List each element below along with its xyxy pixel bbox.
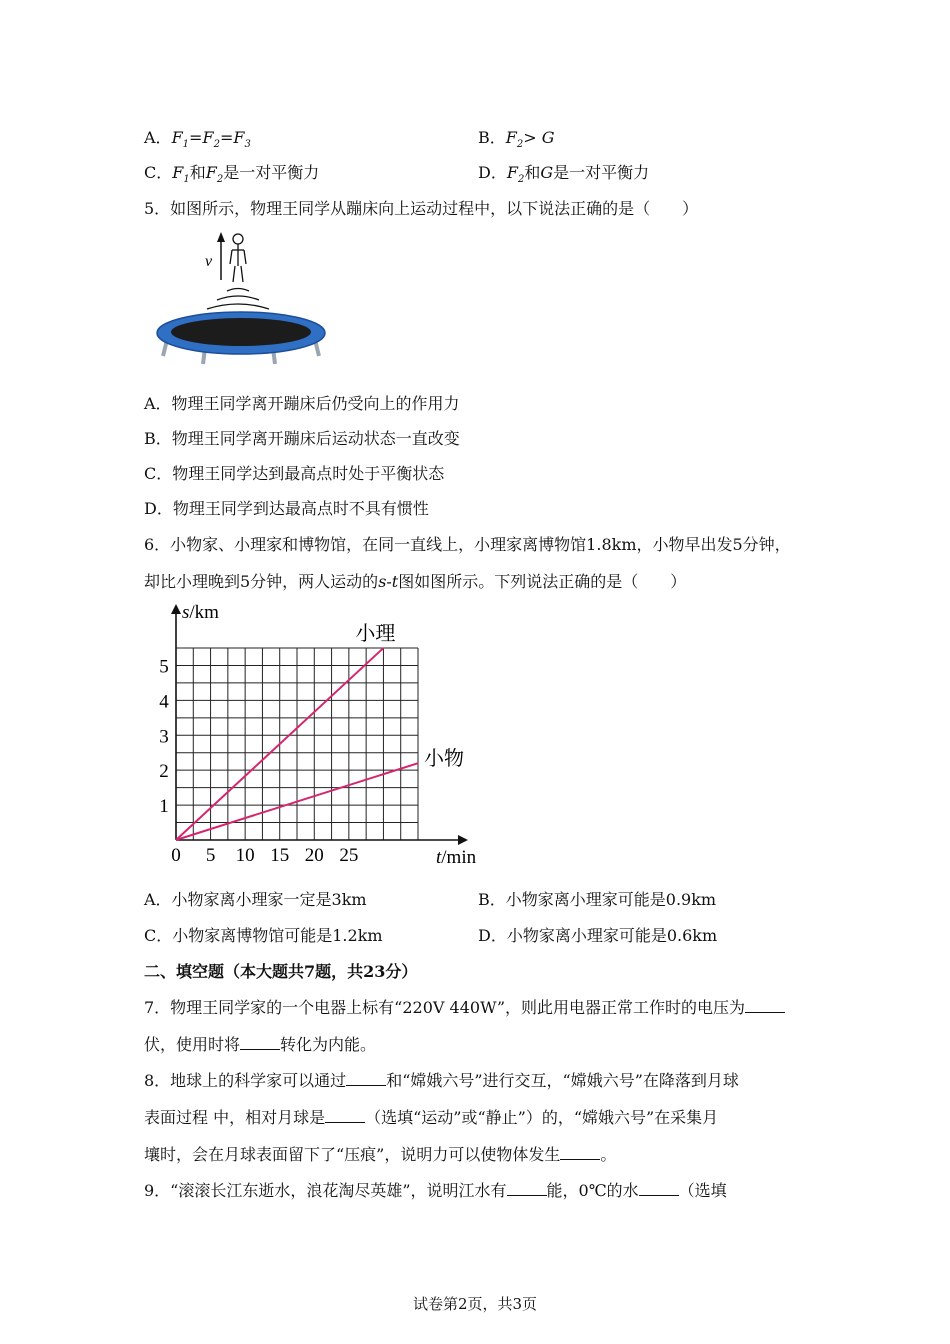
- x-axis-label: t/min: [436, 847, 477, 868]
- y-tick-label: 1: [159, 796, 169, 818]
- x-axis-arrow-icon: [458, 835, 468, 845]
- x-tick-label: 20: [304, 845, 324, 866]
- x-tick-label: 10: [235, 845, 255, 866]
- q4-option-b: B．$F_2> G$: [478, 128, 555, 151]
- trampoline-mat-icon: [171, 318, 311, 346]
- series-label: 小理: [355, 623, 396, 645]
- trampoline-figure: [155, 228, 330, 368]
- answer-blank[interactable]: [346, 1071, 386, 1086]
- y-tick-label: 4: [159, 691, 169, 713]
- y-axis-arrow-icon: [171, 604, 181, 614]
- answer-blank[interactable]: [639, 1181, 679, 1196]
- x-tick-label: 0: [171, 845, 181, 866]
- q8-line1: 8．地球上的科学家可以通过 和“嫦娥六号”进行交互，“嫦娥六号”在降落到月球: [144, 1071, 739, 1090]
- person-icon: [230, 234, 246, 282]
- q4-option-d: D．$F_2$和G是一对平衡力: [478, 163, 650, 186]
- answer-blank[interactable]: [240, 1035, 280, 1050]
- q8-line2: 表面过程 中，相对月球是 （选填“运动”或“静止”）的，“嫦娥六号”在采集月: [144, 1108, 719, 1127]
- q6-stem-line2: 却比小理晚到5分钟，两人运动的s-t图如图所示。下列说法正确的是（ ）: [144, 572, 687, 591]
- velocity-label: v: [205, 253, 213, 270]
- page-footer: 试卷第2页，共3页: [412, 1295, 538, 1313]
- q6-option-b: B．小物家离小理家可能是0.9km: [478, 890, 717, 909]
- q7-line2: 伏，使用时将 转化为内能。: [144, 1035, 377, 1054]
- q6-stem-line1: 6．小物家、小理家和博物馆，在同一直线上，小理家离博物馆1.8km，小物早出发5分钟，: [144, 535, 791, 554]
- q4-option-c: C．$F_1$和$F_2$是一对平衡力: [144, 163, 320, 186]
- q7-line1: 7．物理王同学家的一个电器上标有“220V 440W”，则此用电器正常工作时的电压为: [144, 998, 785, 1018]
- y-tick-label: 3: [159, 726, 169, 748]
- q5-stem: 5．如图所示，物理王同学从蹦床向上运动过程中，以下说法正确的是（ ）: [144, 199, 699, 218]
- q4-option-a: A．$F_1=F_2=F_3$: [144, 128, 251, 151]
- arrow-head-icon: [217, 232, 225, 242]
- q5-option-d: D．物理王同学到达最高点时不具有惯性: [144, 499, 429, 518]
- q5-option-a: A．物理王同学离开蹦床后仍受向上的作用力: [144, 394, 460, 413]
- x-tick-label: 25: [339, 845, 359, 866]
- answer-blank[interactable]: [745, 998, 785, 1013]
- x-tick-label: 15: [270, 845, 290, 866]
- q6-option-a: A．小物家离小理家一定是3km: [144, 890, 367, 909]
- answer-blank[interactable]: [560, 1145, 600, 1160]
- motion-arcs-icon: [207, 289, 269, 310]
- y-tick-label: 2: [159, 761, 169, 783]
- q9-line1: 9．“滚滚长江东逝水，浪花淘尽英雄”，说明江水有 能，0℃的水 （选填: [144, 1181, 727, 1200]
- q6-option-c: C．小物家离博物馆可能是1.2km: [144, 926, 383, 945]
- y-axis-label: s/km: [182, 602, 219, 623]
- answer-blank[interactable]: [507, 1181, 547, 1196]
- section-heading: 二、填空题（本大题共7题，共23分）: [144, 962, 418, 981]
- series-label: 小物: [424, 748, 464, 771]
- q8-line3: 壤时，会在月球表面留下了“压痕”，说明力可以使物体发生 。: [144, 1145, 617, 1164]
- q5-option-b: B．物理王同学离开蹦床后运动状态一直改变: [144, 429, 460, 448]
- q6-option-d: D．小物家离小理家可能是0.6km: [478, 926, 718, 945]
- st-chart: [150, 598, 490, 873]
- q5-option-c: C．物理王同学达到最高点时处于平衡状态: [144, 464, 445, 483]
- y-tick-label: 5: [159, 656, 169, 678]
- answer-blank[interactable]: [325, 1108, 365, 1123]
- x-tick-label: 5: [205, 845, 216, 866]
